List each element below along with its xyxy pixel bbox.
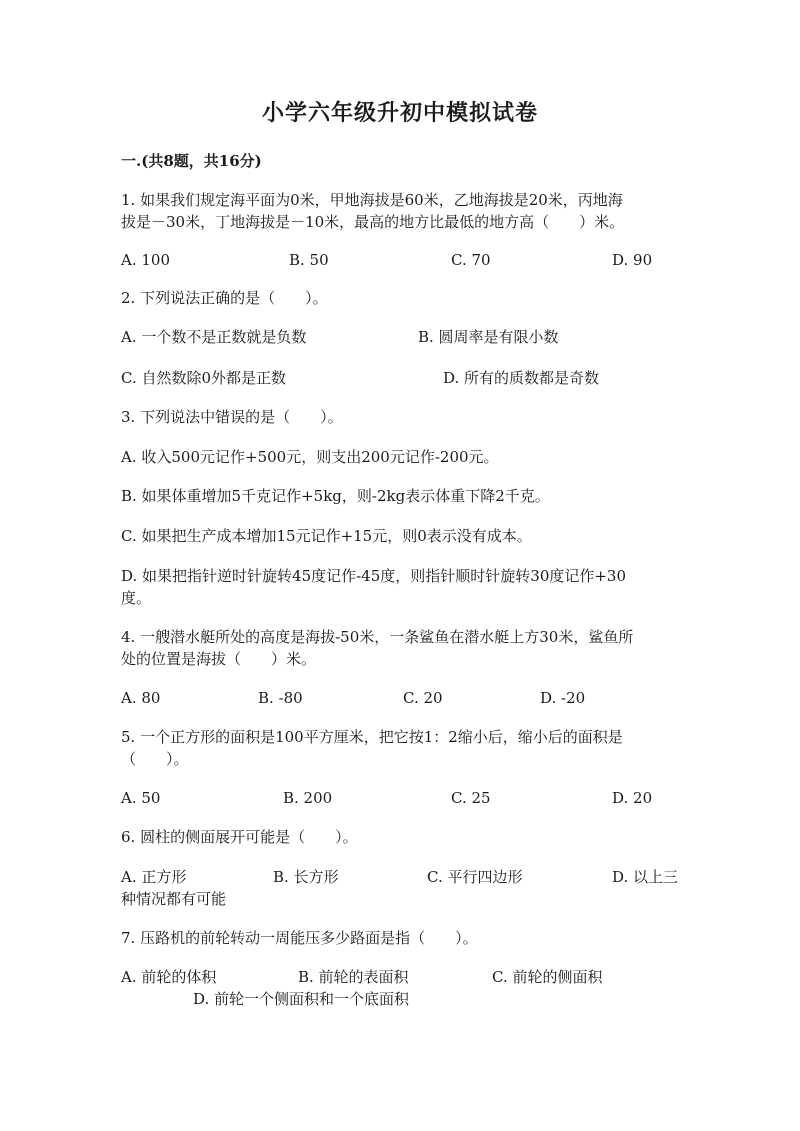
question-1-option-c: C. 70 — [451, 251, 491, 269]
question-5-option-b: B. 200 — [283, 789, 333, 807]
question-4-line-1: 4. 一艘潜水艇所处的高度是海拔-50米，一条鲨鱼在潜水艇上方30米，鲨鱼所 — [121, 628, 634, 646]
question-2-line-1: 2. 下列说法正确的是（ ）。 — [121, 289, 328, 307]
question-6-option-d-continued: 种情况都有可能 — [121, 890, 227, 908]
question-4-option-d: D. -20 — [540, 689, 586, 707]
question-1-line-2: 拔是－30米，丁地海拔是－10米，最高的地方比最低的地方高（ ）米。 — [121, 213, 625, 231]
question-4-option-a: A. 80 — [121, 689, 161, 707]
question-1-option-a: A. 100 — [121, 251, 170, 269]
question-2-option-b: B. 圆周率是有限小数 — [418, 328, 559, 346]
question-7-line-1: 7. 压路机的前轮转动一周能压多少路面是指（ ）。 — [121, 929, 478, 947]
question-4-option-b: B. -80 — [258, 689, 303, 707]
question-5-line-2: （ ）。 — [121, 750, 189, 768]
question-2-option-c: C. 自然数除0外都是正数 — [121, 369, 287, 387]
question-3-line-1: 3. 下列说法中错误的是（ ）。 — [121, 408, 343, 426]
question-5-option-a: A. 50 — [121, 789, 161, 807]
question-3-option-c: C. 如果把生产成本增加15元记作+15元，则0表示没有成本。 — [121, 527, 532, 545]
question-6-option-c: C. 平行四边形 — [427, 868, 523, 886]
question-7-option-c: C. 前轮的侧面积 — [492, 968, 603, 986]
question-6-option-a: A. 正方形 — [121, 868, 187, 886]
question-7-option-a: A. 前轮的体积 — [121, 968, 217, 986]
question-6-option-d: D. 以上三 — [612, 868, 679, 886]
question-4-line-2: 处的位置是海拔（ ）米。 — [121, 650, 317, 668]
question-5-line-1: 5. 一个正方形的面积是100平方厘米，把它按1：2缩小后，缩小后的面积是 — [121, 728, 623, 746]
question-6-line-1: 6. 圆柱的侧面展开可能是（ ）。 — [121, 828, 358, 846]
question-2-option-d: D. 所有的质数都是奇数 — [443, 369, 600, 387]
question-1-option-d: D. 90 — [612, 251, 653, 269]
question-3-option-b: B. 如果体重增加5千克记作+5kg，则-2kg表示体重下降2千克。 — [121, 487, 550, 505]
question-5-option-c: C. 25 — [451, 789, 491, 807]
question-1-line-1: 1. 如果我们规定海平面为0米，甲地海拔是60米，乙地海拔是20米，丙地海 — [121, 191, 623, 209]
question-7-option-b: B. 前轮的表面积 — [298, 968, 409, 986]
question-6-option-b: B. 长方形 — [273, 868, 339, 886]
question-3-option-d-continued: 度。 — [121, 589, 152, 607]
page-title: 小学六年级升初中模拟试卷 — [261, 100, 538, 126]
question-5-option-d: D. 20 — [612, 789, 653, 807]
question-1-option-b: B. 50 — [289, 251, 329, 269]
question-2-option-a: A. 一个数不是正数就是负数 — [121, 328, 307, 346]
question-4-option-c: C. 20 — [403, 689, 443, 707]
question-3-option-a: A. 收入500元记作+500元，则支出200元记作-200元。 — [121, 448, 499, 466]
section-heading: 一.(共8题，共16分) — [121, 152, 262, 170]
question-7-option-d: D. 前轮一个侧面积和一个底面积 — [193, 990, 410, 1008]
question-3-option-d: D. 如果把指针逆时针旋转45度记作-45度，则指针顺时针旋转30度记作+30 — [121, 567, 627, 585]
